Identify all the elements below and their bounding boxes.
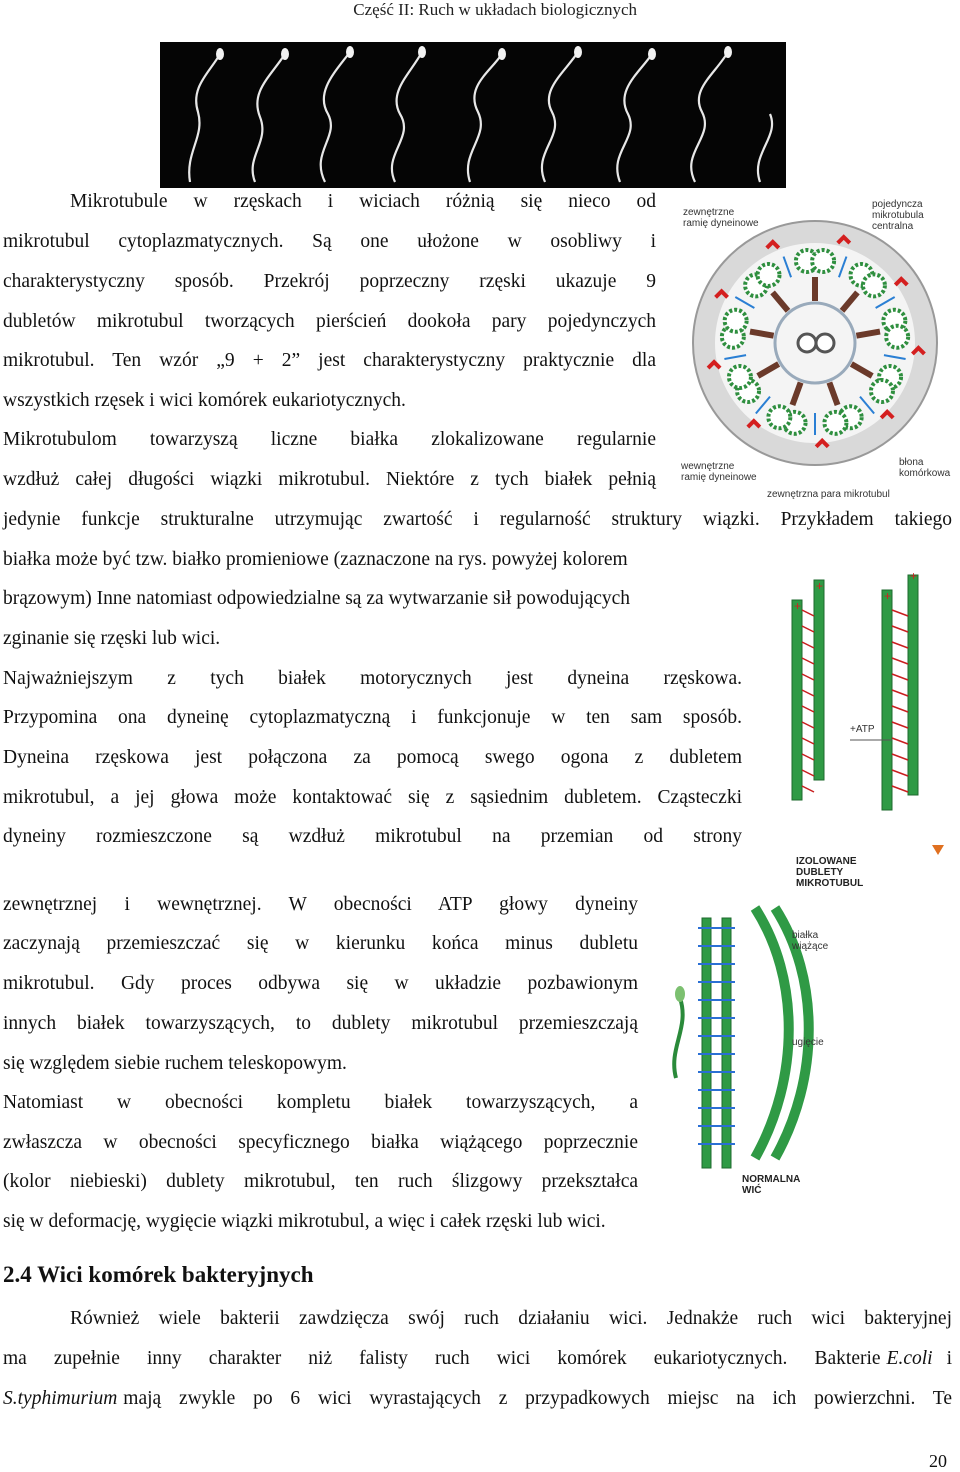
sperm-photo <box>160 42 786 188</box>
plus-end-icon: + <box>910 570 918 583</box>
text-line: zginanie się rzęski lub wici. <box>3 628 221 649</box>
microtubule <box>812 250 834 272</box>
dynein-arm <box>892 674 908 680</box>
text-line: Dyneina rzęskowa jest połączona za pomocą swego ogona z dubletem <box>3 747 742 768</box>
bending-diagram <box>660 898 880 1203</box>
dynein-arm <box>802 738 814 744</box>
microtubule <box>871 380 893 402</box>
dynein-arm <box>892 754 908 760</box>
label-outer-dynein-arm: zewnętrzne ramię dyneinowe <box>683 207 759 229</box>
cross-section-diagram <box>675 193 955 503</box>
dynein-arm <box>892 690 908 696</box>
telescopic-sliding-figure <box>762 570 960 890</box>
dynein-arm <box>802 674 814 680</box>
microtubule-doublet <box>814 580 824 780</box>
dynein-arm <box>892 722 908 728</box>
page-number: 20 <box>929 1451 947 1471</box>
text-line: mikrotubul. Gdy proces odbywa się w układzie pozbawionym <box>3 973 638 994</box>
label-bending: ugięcie <box>792 1037 824 1048</box>
label-membrane: błona komórkowa <box>899 457 951 479</box>
section-heading: 2.4 Wici komórek bakteryjnych <box>3 1262 314 1287</box>
microtubule <box>824 412 846 434</box>
text-segment: ma zupełnie inny charakter niż falisty ruch wici komórek eukariotycznych. Bakterie <box>3 1348 881 1369</box>
dynein-arm <box>802 754 814 760</box>
text-line: dubletów mikrotubul tworzących pierścień dookoła pary pojedynczych <box>3 311 656 332</box>
text-line: Również wiele bakterii zawdzięcza swój ruch działaniu wici. Jednakże ruch wici bakteryjnej <box>70 1308 952 1329</box>
microtubule-doublet <box>908 575 918 795</box>
text-line: białka może być tzw. białko promieniowe (zaznaczone na rys. powyżej kolorem <box>3 549 628 570</box>
microtubule <box>768 406 790 428</box>
text-line: wszystkich rzęsek i wici komórek eukariotycznych. <box>3 390 406 411</box>
text-segment: i <box>946 1348 952 1369</box>
telescopic-diagram <box>762 570 960 890</box>
microtubule <box>863 274 885 296</box>
dynein-arm <box>802 722 814 728</box>
label-binding-proteins: białka wiążące <box>792 930 829 952</box>
species-styphimurium: S.typhimurium <box>3 1388 118 1409</box>
text-line: (kolor niebieski) dublety mikrotubul, ten ruch ślizgowy przekształca <box>3 1171 638 1192</box>
text-line: mikrotubul. Ten wzór „9 + 2” jest charakterystyczny praktycznie dla <box>3 350 656 371</box>
text-line: się względem siebie ruchem teleskopowym. <box>3 1053 347 1074</box>
dynein-arm <box>802 610 814 616</box>
dynein-arm <box>802 786 814 792</box>
text-line: dyneiny rozmieszczone są wzdłuż mikrotubul na przemian od strony <box>3 826 742 847</box>
dynein-arm <box>802 658 814 664</box>
text-line: brązowym) Inne natomiast odpowiedzialne są za wytwarzanie sił powodujących <box>3 588 631 609</box>
text-line: jedynie funkcje strukturalne utrzymując zwartość i regularność struktury wiązki. Przykładem takiego <box>3 509 952 530</box>
microtubule <box>729 366 751 388</box>
text-line: się w deformację, wygięcie wiązki mikrotubul, a więc i całek rzęski lub wici. <box>3 1211 606 1232</box>
dynein-arm <box>802 770 814 776</box>
text-line: innych białek towarzyszących, to dublety mikrotubul przemieszczają <box>3 1013 638 1034</box>
label-inner-dynein-arm: wewnętrzne ramię dyneinowe <box>681 461 757 483</box>
label-atp: +ATP <box>850 724 875 735</box>
header-title: Część II: Ruch w układach biologicznych <box>353 0 637 19</box>
text-line: charakterystyczny sposób. Przekrój poprzeczny rzęski ukazuje 9 <box>3 271 656 292</box>
microtubule-doublet <box>792 600 802 800</box>
dynein-arm <box>892 610 908 616</box>
text-line: mikrotubul, a jej głowa może kontaktować się z sąsiednim dubletem. Cząsteczki <box>3 787 742 808</box>
text-line: Mikrotubule w rzęskach i wiciach różnią się nieco od <box>70 191 656 212</box>
dynein-arm <box>802 706 814 712</box>
cilium-cross-section-figure <box>675 193 955 503</box>
text-line: mikrotubul cytoplazmatycznych. Są one ułożone w osobliwy i <box>3 231 656 252</box>
label-central-microtubule: pojedyncza mikrotubula centralna <box>872 199 924 232</box>
plus-end-icon: + <box>816 579 824 593</box>
text-segment: mają zwykle po 6 wici wyrastających z przypadkowych miejsc na ich powierzchni. Te <box>123 1388 952 1409</box>
dynein-arm <box>802 642 814 648</box>
text-line <box>3 1388 952 1410</box>
plus-end-icon: + <box>884 589 892 603</box>
dynein-arm <box>892 626 908 632</box>
microtubule <box>757 264 779 286</box>
text-line <box>3 1348 952 1370</box>
microtubule-doublet <box>722 918 731 1168</box>
radial-spoke <box>750 332 774 336</box>
cilium-bending-figure <box>660 898 880 1203</box>
text-line: Mikrotubulom towarzyszą liczne białka zlokalizowane regularnie <box>3 429 656 450</box>
text-line: Najważniejszym z tych białek motorycznych jest dyneina rzęskowa. <box>3 668 742 689</box>
text-line: zwłaszcza w obecności specyficznego białka wiążącego poprzecznie <box>3 1132 638 1153</box>
microtubule-doublet <box>882 590 892 810</box>
label-normal-flagellum: NORMALNA WIĆ <box>742 1174 801 1196</box>
text-line: Przypomina ona dyneinę cytoplazmatyczną i funkcjonuje w ten sam sposób. <box>3 707 742 728</box>
label-isolated-doublets: IZOLOWANE DUBLETY MIKROTUBUL <box>796 856 864 889</box>
species-ecoli: E.coli <box>886 1348 933 1369</box>
microtubule-doublet <box>702 918 711 1168</box>
text-line: wzdłuż całej długości wiązki mikrotubul. Niektóre z tych białek pełnią <box>3 469 656 490</box>
text-line: Natomiast w obecności kompletu białek towarzyszących, a <box>3 1092 638 1113</box>
text-line: zewnętrznej i wewnętrznej. W obecności ATP głowy dyneiny <box>3 894 638 915</box>
dynein-arm <box>892 738 908 744</box>
microtubule <box>886 326 908 348</box>
dynein-arm <box>892 642 908 648</box>
plus-end-icon: + <box>794 599 802 613</box>
dynein-arm <box>892 706 908 712</box>
dynein-arm <box>802 626 814 632</box>
text-line: zaczynają przemieszczać się w kierunku końca minus dubletu <box>3 933 638 954</box>
label-outer-pair: zewnętrzna para mikrotubul <box>767 489 890 500</box>
radial-spoke <box>856 332 880 336</box>
bent-doublet <box>755 908 789 1158</box>
dynein-arm <box>892 770 908 776</box>
dynein-arm <box>802 690 814 696</box>
dynein-arm <box>892 658 908 664</box>
sperm-photo-graphic <box>160 42 786 188</box>
dynein-arm <box>892 786 908 792</box>
microtubule <box>725 310 747 332</box>
